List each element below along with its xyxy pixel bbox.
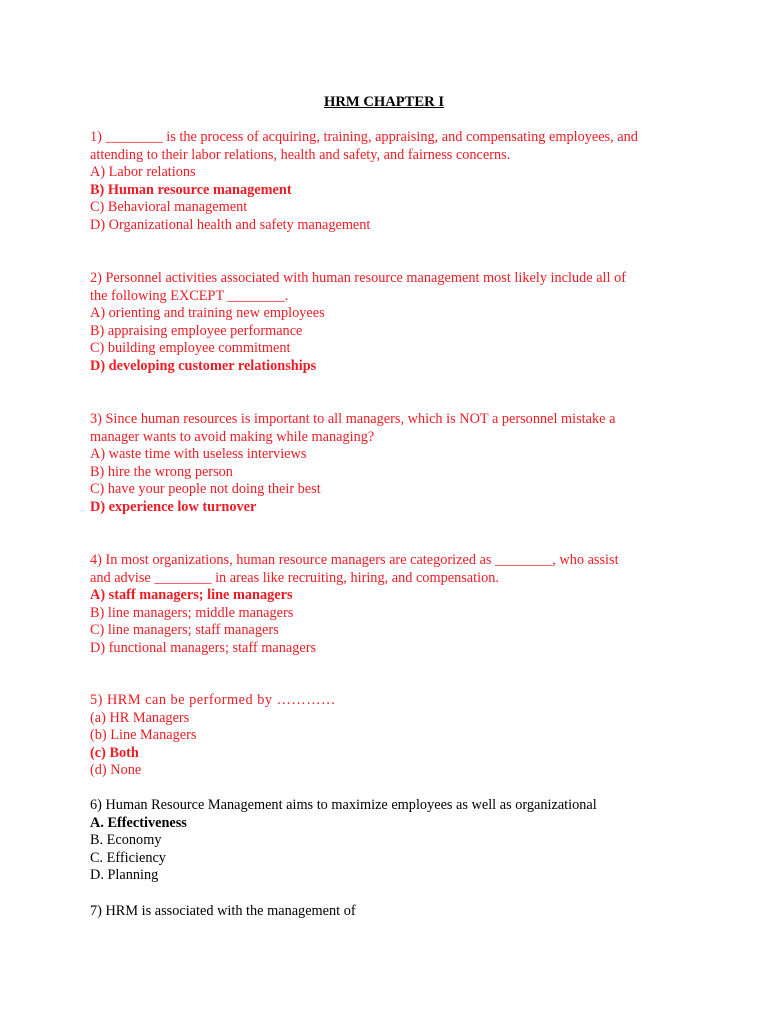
option-b-correct-answer: B) Human resource management [90,181,292,198]
option-d: D) Organizational health and safety management [90,216,371,233]
option-b: (b) Line Managers [90,727,197,744]
option-b: B) appraising employee performance [90,322,303,339]
question-text-line: 4) In most organizations, human resource managers are categorized as ________, who assist [90,552,619,568]
option-c-correct-answer: (c) Both [90,744,139,761]
option-a-correct-answer: A) staff managers; line managers [90,587,293,604]
question-5 [90,692,690,780]
question-2 [90,270,690,376]
question-1 [90,129,690,235]
question-4 [90,552,690,658]
option-a-correct-answer: A. Effectiveness [90,814,187,831]
option-a: (a) HR Managers [90,709,190,726]
option-c: C) Behavioral management [90,199,248,216]
option-c: C) line managers; staff managers [90,622,279,639]
question-text-line: attending to their labor relations, health and safety, and fairness concerns. [90,146,511,163]
question-6 [90,797,690,885]
option-c: C) building employee commitment [90,340,291,357]
question-3 [90,411,690,517]
option-b: B. Economy [90,832,162,849]
option-a: A) waste time with useless interviews [90,446,307,463]
question-text-line: manager wants to avoid making while managing? [90,428,375,445]
option-a: A) Labor relations [90,164,196,181]
option-d: D. Planning [90,867,159,884]
question-text-line: 2) Personnel activities associated with human resource management most likely include all of [90,270,626,286]
option-d: (d) None [90,762,142,779]
question-text-line: the following EXCEPT ________. [90,287,289,304]
question-text-line: 3) Since human resources is important to all managers, which is NOT a personnel mistake a [90,411,616,427]
option-d-correct-answer: D) experience low turnover [90,498,257,515]
question-7 [90,903,690,921]
option-c: C. Efficiency [90,849,166,866]
question-text-line: 1) ________ is the process of acquiring, training, appraising, and compensating employees, and [90,129,638,145]
question-text-line: 6) Human Resource Management aims to maximize employees as well as organizational [90,797,597,813]
page-title: HRM CHAPTER I [324,94,444,110]
question-text-line: 5) HRM can be performed by ………… [90,692,336,708]
option-b: B) hire the wrong person [90,463,233,480]
option-d-correct-answer: D) developing customer relationships [90,357,317,374]
option-b: B) line managers; middle managers [90,604,294,621]
option-c: C) have your people not doing their best [90,481,321,498]
option-a: A) orienting and training new employees [90,305,325,322]
option-d: D) functional managers; staff managers [90,639,317,656]
question-text-line: 7) HRM is associated with the management of [90,903,356,919]
question-text-line: and advise ________ in areas like recruiting, hiring, and compensation. [90,569,499,586]
